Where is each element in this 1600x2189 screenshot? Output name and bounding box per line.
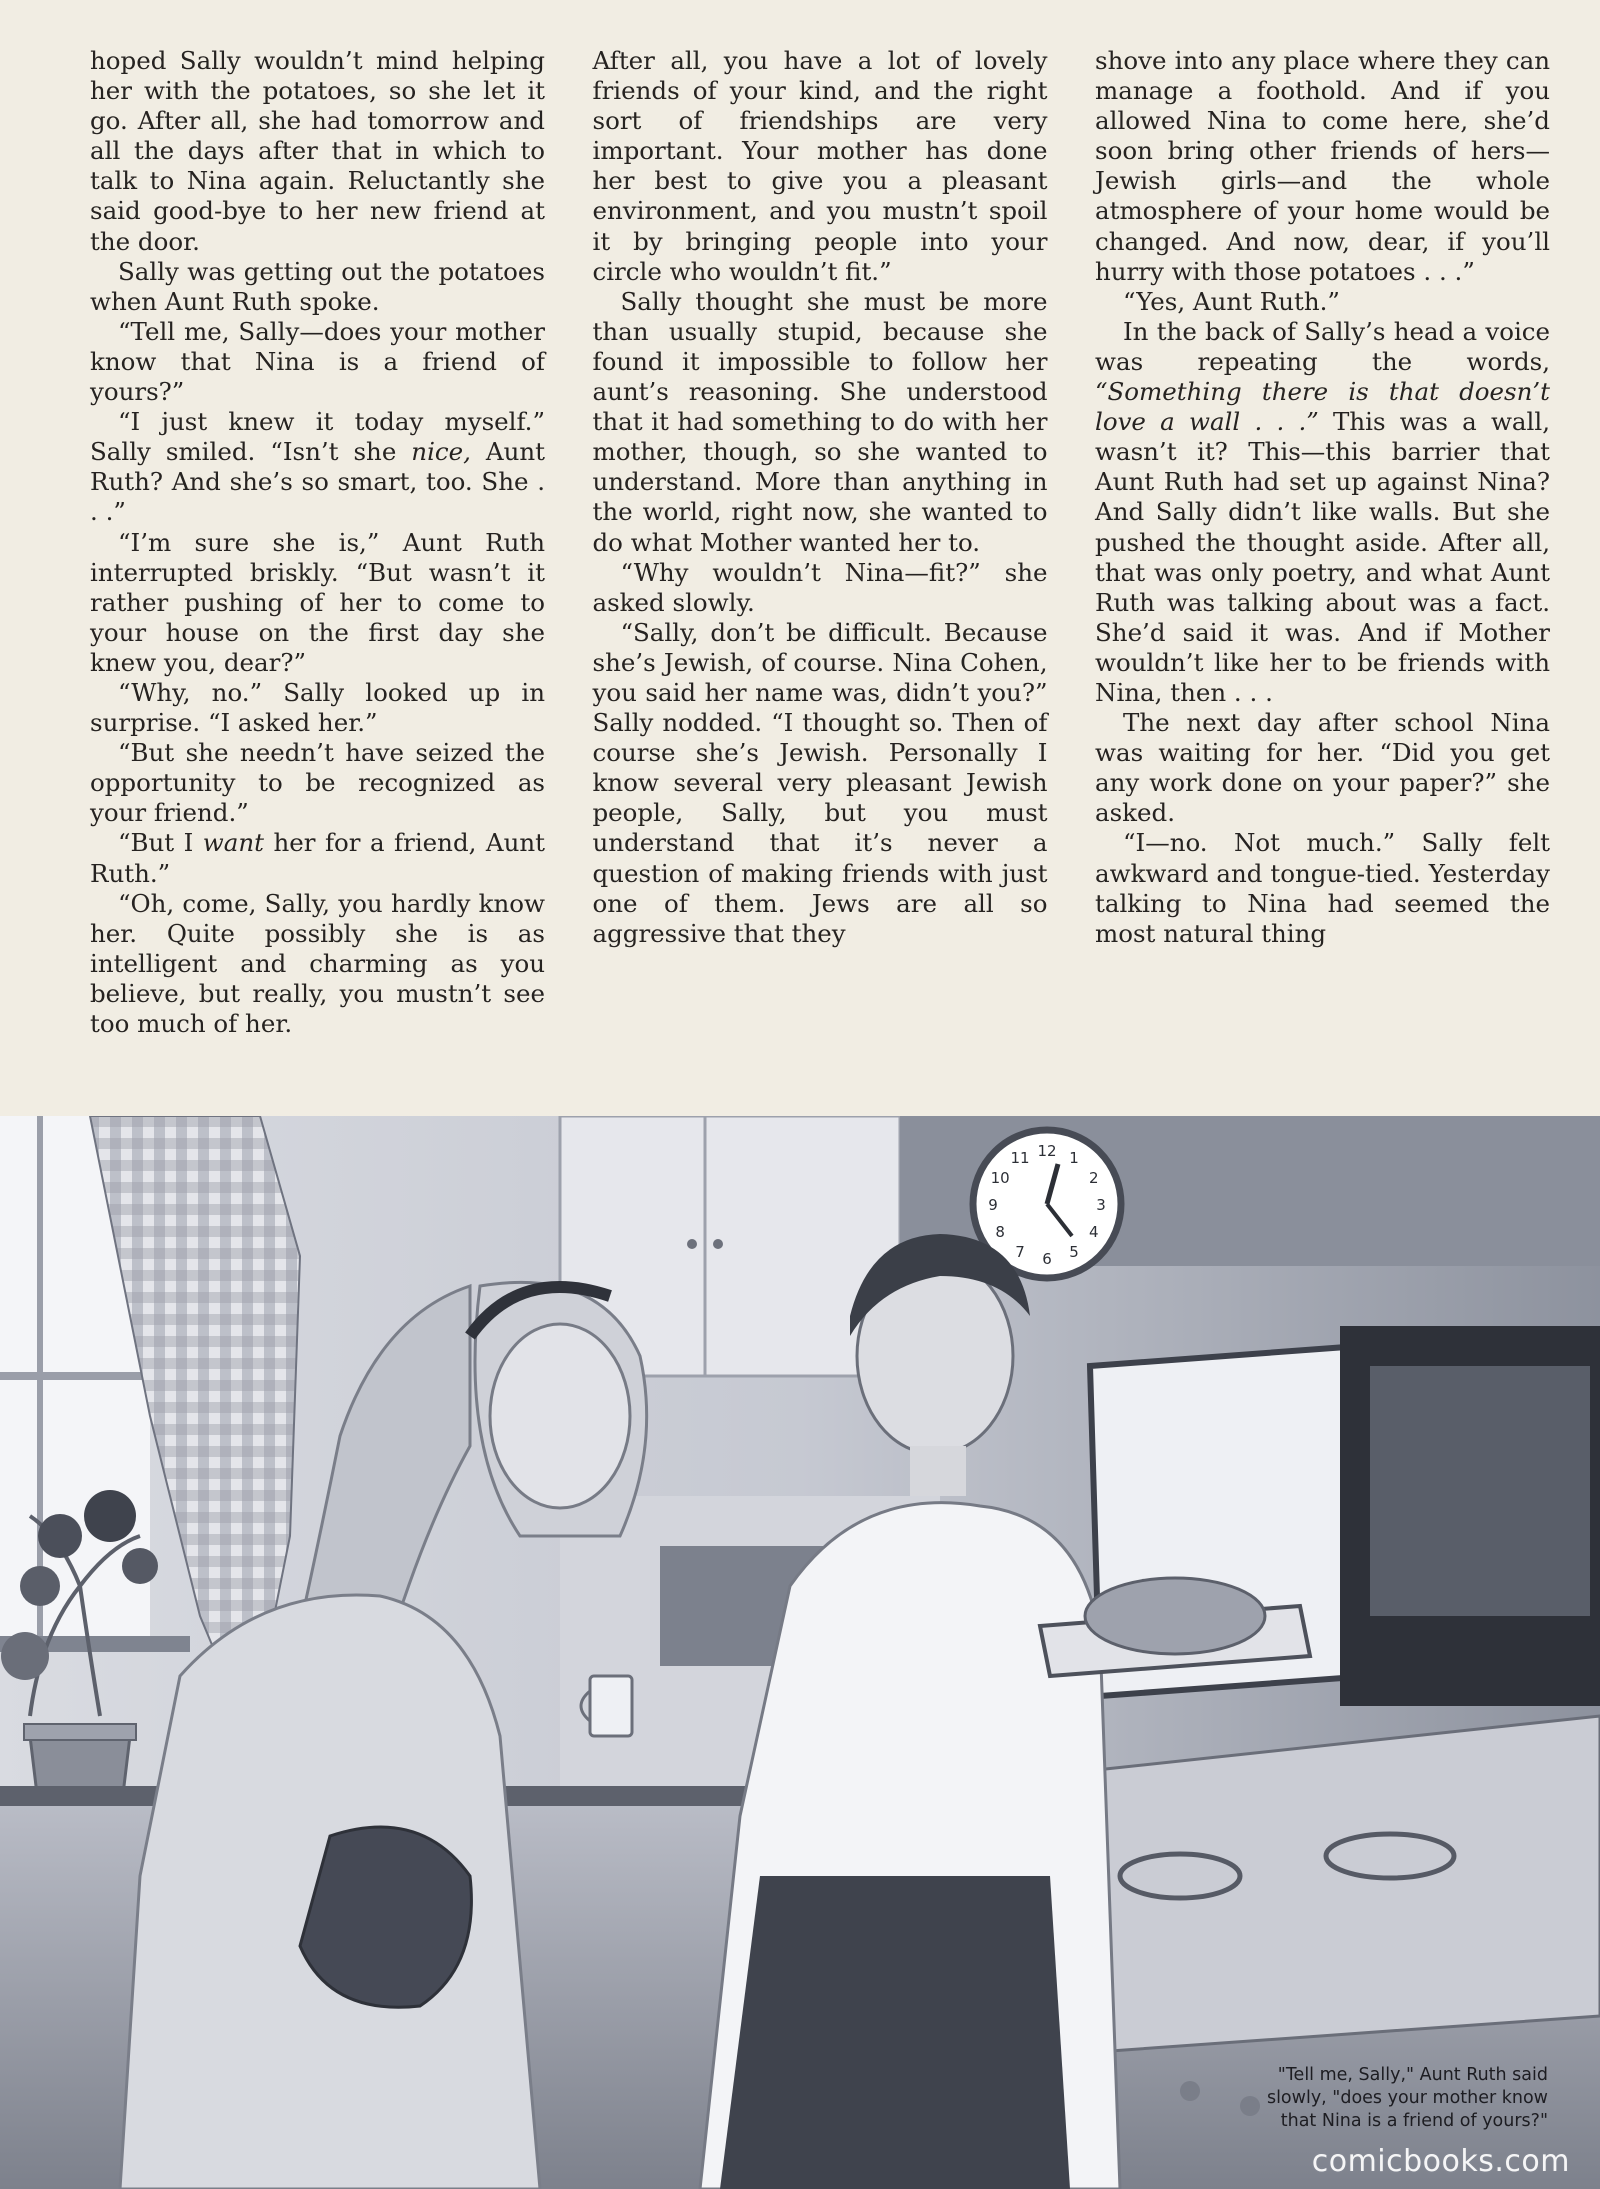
clock-numeral: 10 xyxy=(990,1169,1010,1187)
text-span: “But I xyxy=(118,828,203,858)
clock-numeral: 3 xyxy=(1096,1196,1106,1214)
paragraph xyxy=(1095,46,1550,287)
text-span: shove into any place where they can manage a foothold. And if you allowed Nina to come here, she’d soon bring other friends of hers—Jewish girls—and the whole atmosphere of your home would be changed. And now, dear, if you’ll hurry with those potatoes . . .” xyxy=(1095,46,1550,286)
paragraph xyxy=(90,738,545,828)
text-span: hoped Sally wouldn’t mind helping her with the potatoes, so she let it go. After all, she had tomorrow and all the days after that in which to talk to Nina again. Reluctantly she said good-bye to her new friend at the door. xyxy=(90,46,545,256)
paragraph xyxy=(593,46,1048,287)
clock-numeral: 12 xyxy=(1037,1142,1057,1160)
caption-line: that Nina is a friend of yours?" xyxy=(1280,2111,1548,2131)
paragraph xyxy=(90,828,545,888)
clock-numeral: 8 xyxy=(995,1223,1005,1241)
paragraph xyxy=(593,558,1048,618)
mug xyxy=(581,1676,632,1736)
paragraph xyxy=(90,528,545,678)
italic-text: nice, xyxy=(411,437,471,467)
paragraph xyxy=(90,407,545,527)
text-span: “I—no. Not much.” Sally felt awkward and tongue-tied. Yesterday talking to Nina had seemed the most natural thing xyxy=(1095,828,1550,948)
paragraph xyxy=(593,618,1048,949)
text-span: her for a friend, Aunt Ruth.” xyxy=(90,828,545,888)
kitchen-illustration xyxy=(0,1116,1600,2189)
clock-numeral: 2 xyxy=(1089,1169,1099,1187)
clock-numeral: 1 xyxy=(1069,1149,1079,1168)
paragraph xyxy=(90,257,545,317)
clock-numeral: 6 xyxy=(1042,1250,1052,1268)
watermark-text: comicbooks.com xyxy=(1311,2144,1570,2179)
text-span: Sally was getting out the potatoes when Aunt Ruth spoke. xyxy=(90,256,545,316)
clock-numeral: 9 xyxy=(988,1196,998,1214)
illustration-caption xyxy=(1108,2064,1548,2133)
text-span: After all, you have a lot of lovely friends of your kind, and the right sort of friendships are very important. Your mother has done her best to give you a pleasant environment, and you mustn’t spoil it by bringing people into your circle who wouldn’t fit.” xyxy=(592,46,1048,286)
paragraph xyxy=(90,678,545,738)
text-span: Aunt Ruth? And she’s so smart, too. She . . .” xyxy=(90,437,545,527)
clock-numeral: 7 xyxy=(1015,1242,1025,1261)
paragraph xyxy=(90,889,545,1039)
paragraph xyxy=(1095,287,1550,317)
caption-line: "Tell me, Sally," Aunt Ruth said xyxy=(1277,2065,1548,2085)
illustration-drawing xyxy=(0,1116,1600,2189)
text-span: “Why, no.” Sally looked up in surprise. “I asked her.” xyxy=(90,677,545,738)
clock-numeral: 4 xyxy=(1089,1223,1099,1241)
text-span: Sally thought she must be more than usually stupid, because she found it impossible to follow her aunt’s reasoning. She understood that it had something to do with her mother, though, so she wanted to understand. More than anything in the world, right now, she wanted to do what Mother wanted her to. xyxy=(592,286,1048,557)
text-span: “I just knew it today myself.” Sally smiled. “Isn’t she xyxy=(90,407,545,467)
clock-numeral: 5 xyxy=(1069,1242,1079,1261)
paragraph xyxy=(90,317,545,407)
paragraph xyxy=(1095,317,1550,708)
text-span: “Oh, come, Sally, you hardly know her. Quite possibly she is as intelligent and charming as you believe, but really, you mustn’t see too much of her. xyxy=(90,888,545,1038)
caption-line: slowly, "does your mother know xyxy=(1266,2088,1548,2108)
text-span: This was a wall, wasn’t it? This—this barrier that Aunt Ruth had set up against Nina? And Sally didn’t like walls. But she pushed the thought aside. After all, that was only poetry, and what Aunt Ruth was talking about was a fact. She’d said it was. And if Mother wouldn’t like her to be friends with Nina, then . . . xyxy=(1095,407,1550,707)
text-span: “Tell me, Sally—does your mother know that Nina is a friend of yours?” xyxy=(90,316,545,407)
clock-numeral: 11 xyxy=(1010,1149,1030,1168)
text-span: The next day after school Nina was waiting for her. “Did you get any work done on your paper?” she asked. xyxy=(1095,708,1550,828)
italic-text: want xyxy=(202,828,264,858)
text-column-1 xyxy=(90,46,545,1096)
paragraph xyxy=(593,287,1048,558)
text-span: “I’m sure she is,” Aunt Ruth interrupted briskly. “But wasn’t it rather pushing of her to come to your house on the first day she knew you, dear?” xyxy=(90,527,545,677)
text-span: “Sally, don’t be difficult. Because she’s Jewish, of course. Nina Cohen, you said her name was, didn’t you?” Sally nodded. “I thought so. Then of course she’s Jewish. Personally I know several very pleasant Jewish people, Sally, but you must understand that it’s never a question of making friends with just one of them. Jews are all so aggressive that they xyxy=(592,617,1048,948)
text-span: “Why wouldn’t Nina—fit?” she asked slowly. xyxy=(592,557,1048,617)
article-text xyxy=(90,46,1550,1096)
text-span: In the back of Sally’s head a voice was repeating the words, xyxy=(1095,316,1550,376)
text-span: “Yes, Aunt Ruth.” xyxy=(1123,286,1340,316)
text-column-2 xyxy=(593,46,1048,1096)
text-span: “But she needn’t have seized the opportunity to be recognized as your friend.” xyxy=(90,738,545,828)
text-column-3 xyxy=(1095,46,1550,1096)
paragraph xyxy=(1095,828,1550,948)
italic-text: “Something there is that doesn’t love a wall . . .” xyxy=(1095,377,1550,437)
paragraph xyxy=(1095,708,1550,828)
paragraph xyxy=(90,46,545,257)
